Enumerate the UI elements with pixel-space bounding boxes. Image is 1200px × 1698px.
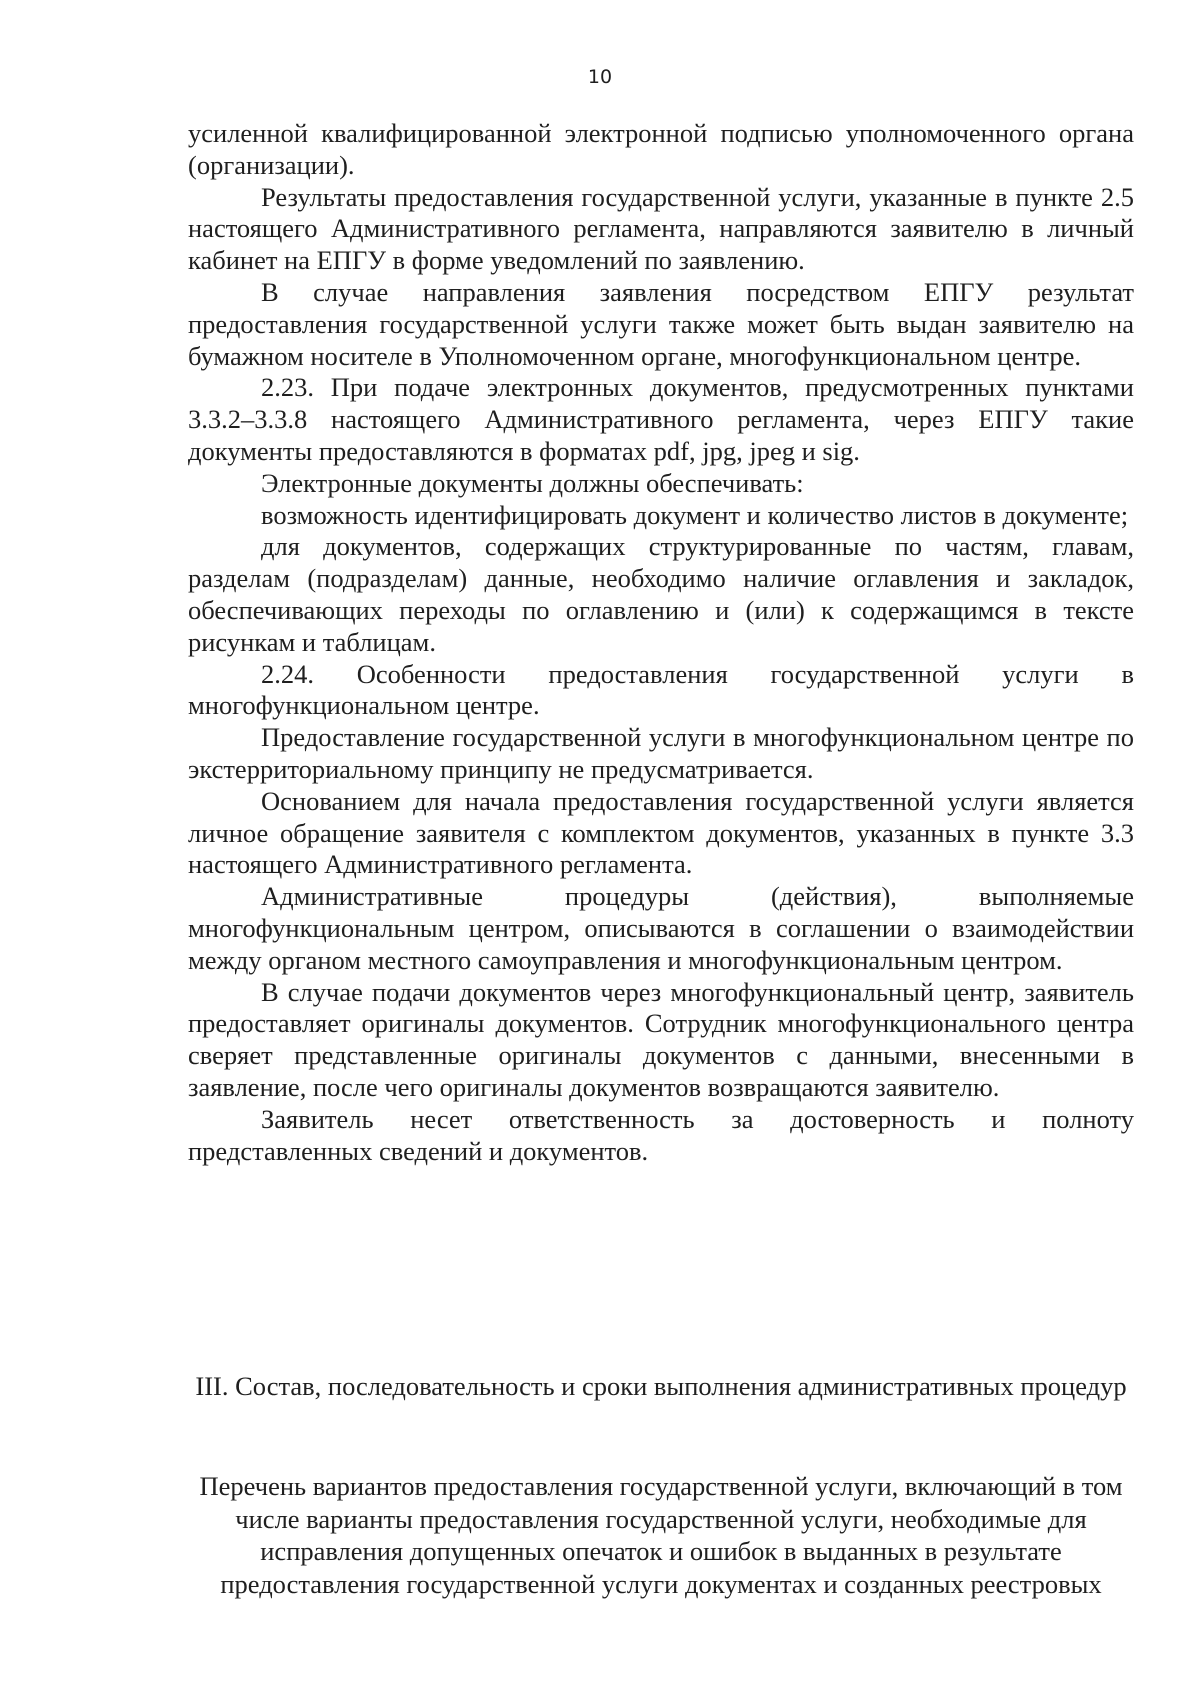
paragraph-identify-document: возможность идентифицировать документ и количество листов в документе;	[261, 499, 1129, 530]
paragraph-2-23: 2.23. При подаче электронных документов, предусмотренных пунктами 3.3.2–3.3.8 настоящего Административного регламента, через ЕПГУ такие документы предоставляются в форматах pdf, jpg, jpeg и sig.	[188, 372, 1134, 466]
paragraph-originals: В случае подачи документов через многофункциональный центр, заявитель предоставляет оригиналы документов. Сотрудник многофункционального центра сверяет представленные оригиналы документов с данными, внесенными в заявление, после чего оригиналы документов возвращаются заявителю.	[188, 976, 1134, 1102]
document-body	[188, 118, 1134, 1167]
subsection-heading: Перечень вариантов предоставления государственной услуги, включающий в том числе варианты предоставления государственной услуги, необходимые для исправления допущенных опечаток и ошибок в выданных в результате предоставления государственной услуги документах и созданных реестровых	[199, 1471, 1123, 1599]
paragraph-basis: Основанием для начала предоставления государственной услуги является личное обращение заявителя с комплектом документов, указанных в пункте 3.3 настоящего Административного регламента.	[188, 785, 1134, 880]
section-heading: III. Состав, последовательность и сроки выполнения административных процедур	[195, 1371, 1127, 1401]
paragraph-results: Результаты предоставления государственной услуги, указанные в пункте 2.5 настоящего Административного регламента, направляются заявителю в личный кабинет на ЕПГУ в форме уведомлений по заявлению.	[188, 181, 1134, 276]
paragraph-continuation: усиленной квалифицированной электронной подписью уполномоченного органа (организации).	[188, 118, 1134, 180]
paragraph-structured-docs: для документов, содержащих структурированные по частям, главам, разделам (подразделам) данные, необходимо наличие оглавления и закладок, обеспечивающих переходы по оглавлению и (или) к содержащимся в тексте рисункам и таблицам.	[188, 531, 1134, 657]
paragraph-epgu-paper: В случае направления заявления посредством ЕПГУ результат предоставления государственной услуги также может быть выдан заявителю на бумажном носителе в Уполномоченном органе, многофункциональном центре.	[188, 276, 1134, 371]
paragraph-responsibility: Заявитель несет ответственность за достоверность и полноту представленных сведений и документов.	[188, 1103, 1134, 1166]
paragraph-extraterritorial: Предоставление государственной услуги в многофункциональном центре по экстерриториальному принципу не предусматривается.	[188, 722, 1134, 784]
paragraph-admin-procedures: Административные процедуры (действия), выполняемые многофункциональным центром, описываются в соглашении о взаимодействии между органом местного самоуправления и многофункциональным центром.	[188, 881, 1134, 975]
paragraph-2-24: 2.24. Особенности предоставления государственной услуги в многофункциональном центре.	[188, 658, 1134, 721]
page-number: 10	[587, 66, 613, 88]
paragraph-electronic-docs: Электронные документы должны обеспечивать:	[261, 467, 804, 498]
